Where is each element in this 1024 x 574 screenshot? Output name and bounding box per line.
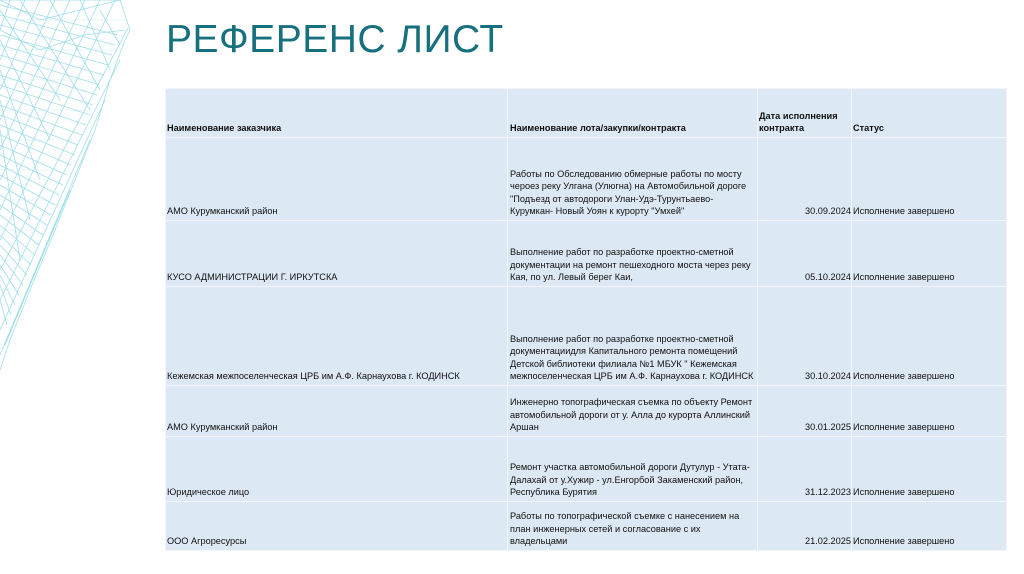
customer-cell: Кежемская межпоселенческая ЦРБ им А.Ф. Карнаухова г. КОДИНСК	[166, 287, 508, 386]
lot-cell: Ремонт участка автомобильной дороги Дутулур - Утата-Далахай от у.Хужир - ул.Енгорбой Закаменский район, Республика Бурятия	[508, 437, 758, 502]
lot-cell: Работы по Обследованию обмерные работы по мосту чероез реку Улгана (Улюгна) на Автомобильной дороге "Подъезд от автодороги Улан-Удэ-Турунтьаево-Курумкан- Новый Уоян к курорту "Умхей"	[508, 138, 758, 221]
status-cell: Исполнение завершено	[852, 221, 1007, 287]
table-row	[166, 437, 1007, 502]
table-row	[166, 502, 1007, 551]
page-title: РЕФЕРЕНС ЛИСТ	[166, 18, 504, 61]
lot-cell: Выполнение работ по разработке проектно-сметной документации на ремонт пешеходного моста через реку Кая, по ул. Левый берег Каи,	[508, 221, 758, 287]
reference-table	[165, 88, 1007, 551]
customer-cell: КУСО АДМИНИСТРАЦИИ Г. ИРКУТСКА	[166, 221, 508, 287]
customer-cell: Юридическое лицо	[166, 437, 508, 502]
status-cell: Исполнение завершено	[852, 138, 1007, 221]
table-row	[166, 138, 1007, 221]
customer-cell: АМО Курумканский район	[166, 386, 508, 437]
status-cell: Исполнение завершено	[852, 386, 1007, 437]
status-cell: Исполнение завершено	[852, 437, 1007, 502]
date-cell: 30.01.2025	[758, 386, 852, 437]
lot-cell: Выполнение работ по разработке проектно-сметной документациидля Капитального ремонта помещений Детской библиотеки филиала №1 МБУК " Кежемская межпоселенческая ЦРБ им А.Ф. Карнаухова г. КОДИНСК	[508, 287, 758, 386]
header-customer: Наименование заказчика	[166, 89, 508, 138]
table-row	[166, 287, 1007, 386]
date-cell: 21.02.2025	[758, 502, 852, 551]
table-header-row	[166, 89, 1007, 138]
customer-cell: ООО Агроресурсы	[166, 502, 508, 551]
status-cell: Исполнение завершено	[852, 502, 1007, 551]
lot-cell: Работы по топографической съемке с нанесением на план инженерных сетей и согласование с их владельцами	[508, 502, 758, 551]
date-cell: 30.09.2024	[758, 138, 852, 221]
date-cell: 30.10.2024	[758, 287, 852, 386]
table-row	[166, 221, 1007, 287]
header-status: Статус	[852, 89, 1007, 138]
table-row	[166, 386, 1007, 437]
header-date: Дата исполнения контракта	[758, 89, 852, 138]
wireframe-mesh-decoration-icon	[0, 0, 170, 574]
header-lot: Наименование лота/закупки/контракта	[508, 89, 758, 138]
customer-cell: АМО Курумканский район	[166, 138, 508, 221]
date-cell: 05.10.2024	[758, 221, 852, 287]
date-cell: 31.12.2023	[758, 437, 852, 502]
status-cell: Исполнение завершено	[852, 287, 1007, 386]
lot-cell: Инженерно топографическая съемка по объекту Ремонт автомобильной дороги от у. Алла до курорта Аллинский Аршан	[508, 386, 758, 437]
